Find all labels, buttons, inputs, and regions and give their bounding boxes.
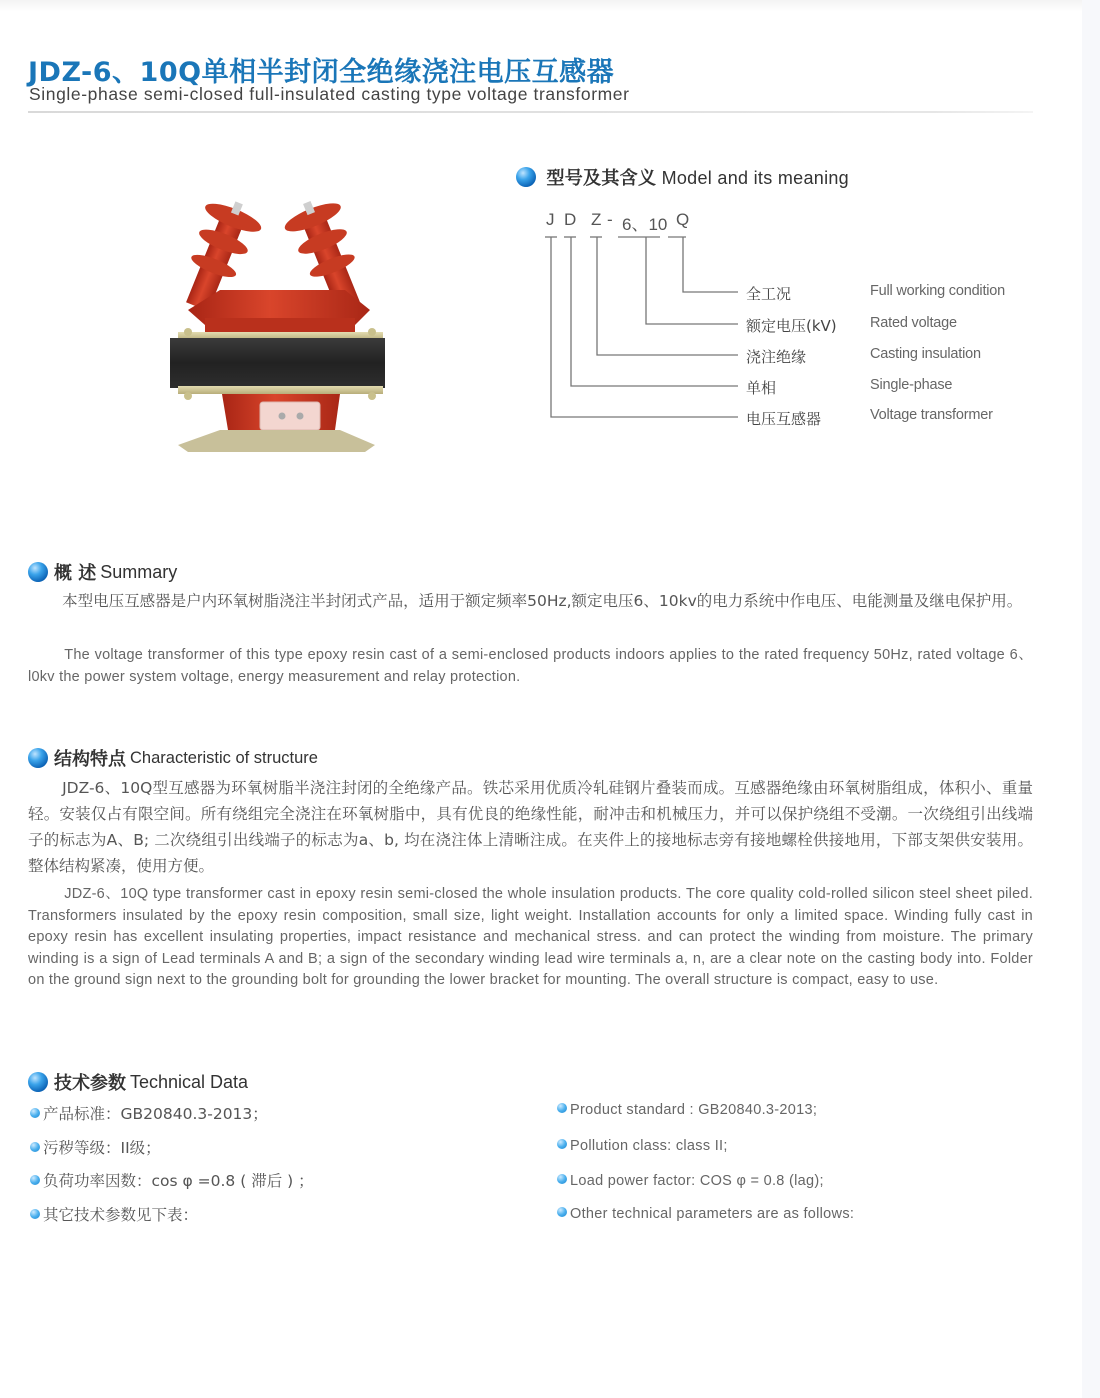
meaning-cn-z: 浇注绝缘 (746, 348, 807, 366)
summary-text-en: The voltage transformer of this type epoxy resin cast of a semi-enclosed products indoors applies to the rated frequency 50Hz, rated voltage 6、l0kv the power system voltage, energy measurement and relay protection. (28, 647, 1033, 685)
model-code-z: Z (591, 210, 602, 229)
summary-text-cn: 本型电压互感器是户内环氧树脂浇注半封闭式产品，适用于额定频率50Hz,额定电压6、10kv的电力系统中作电压、电能测量及继电保护用。 (62, 592, 1023, 610)
dot-bullet-icon (557, 1139, 567, 1149)
top-shadow (0, 0, 1082, 12)
meaning-en-d: Single-phase (870, 377, 953, 393)
tech-item-en-other: Other technical parameters are as follows: (557, 1206, 854, 1222)
technical-heading-en: Technical Data (130, 1071, 249, 1092)
model-heading-cn: 型号及其含义 (546, 168, 657, 189)
blue-ball-bullet-icon (28, 562, 48, 582)
model-bracket-diagram (540, 230, 750, 425)
model-heading (516, 164, 849, 190)
page-subtitle: Single-phase semi-closed full-insulated casting type voltage transformer (29, 84, 630, 104)
dot-bullet-icon (557, 1103, 567, 1113)
model-heading-en: Model and its meaning (661, 168, 849, 188)
meaning-en-q: Full working condition (870, 283, 1006, 299)
tech-item-cn-pollution: 污秽等级：II级； (30, 1136, 161, 1158)
model-code-q: Q (676, 210, 690, 229)
dot-bullet-icon (557, 1174, 567, 1184)
page-title: JDZ-6、10Q单相半封闭全绝缘浇注电压互感器 (28, 57, 615, 88)
meaning-cn-j: 电压互感器 (746, 410, 822, 428)
meaning-cn-q: 全工况 (746, 285, 792, 303)
summary-heading-en: Summary (100, 561, 178, 582)
tech-item-en-standard: Product standard : GB20840.3-2013; (557, 1102, 817, 1118)
model-code-d: D (564, 210, 577, 229)
page-edge (1082, 0, 1100, 1398)
structure-heading-cn: 结构特点 (54, 749, 126, 770)
blue-ball-bullet-icon (28, 1072, 48, 1092)
title-divider (28, 111, 1033, 113)
structure-text-en: JDZ-6、10Q type transformer cast in epoxy resin semi-closed the whole insulation products. The core quality cold-rolled silicon steel sheet piled. Transformers insulated by the epoxy resin composition, small size, light weight. Installation accounts for only a limited space. Winding fully cast in epoxy resin has excellent insulating properties, impact resistance and mechanical stress. and can protect the winding from moisture. The primary winding is a sign of Lead terminals A and B; a sign of the secondary winding lead wire terminals a, n, are a clear note on the casting body into. Folder on the ground sign next to the grounding bolt for grounding the lower bracket for mounting. The overall structure is compact, easy to use. (28, 886, 1033, 988)
model-code-voltage: 6、10 (622, 215, 668, 234)
product-photo (160, 190, 395, 455)
dot-bullet-icon (30, 1209, 40, 1219)
technical-heading (28, 1069, 248, 1095)
tech-item-cn-other: 其它技术参数见下表： (30, 1203, 198, 1225)
tech-item-en-power-factor: Load power factor: COS φ = 0.8 (lag); (557, 1173, 824, 1189)
model-code-j: J (546, 210, 555, 229)
structure-heading (28, 745, 318, 771)
dot-bullet-icon (30, 1142, 40, 1152)
meaning-en-voltage: Rated voltage (870, 315, 957, 331)
meaning-en-z: Casting insulation (870, 346, 981, 362)
model-code-dash: - (607, 210, 613, 229)
blue-ball-bullet-icon (516, 167, 536, 187)
meaning-cn-voltage: 额定电压(kV) (746, 317, 837, 335)
tech-item-en-pollution: Pollution class: class II; (557, 1138, 728, 1154)
structure-text-cn: JDZ-6、10Q型互感器为环氧树脂半浇注封闭的全绝缘产品。铁芯采用优质冷轧硅钢片叠装而成。互感器绝缘由环氧树脂组成，体积小、重量轻。安装仅占有限空间。所有绕组完全浇注在环氧树脂中，具有优良的绝缘性能，耐冲击和机械压力，并可以保护绕组不受潮。一次绕组引出线端子的标志为A、B; 二次绕组引出线端子的标志为a、b, 均在浇注体上清晰注成。在夹件上的接地标志旁有接地螺栓供接地用，下部支架供安装用。整体结构紧凑，使用方便。 (28, 779, 1033, 875)
tech-item-cn-standard: 产品标准：GB20840.3-2013； (30, 1102, 268, 1124)
blue-ball-bullet-icon (28, 748, 48, 768)
meaning-cn-d: 单相 (746, 379, 777, 397)
dot-bullet-icon (30, 1175, 40, 1185)
dot-bullet-icon (557, 1207, 567, 1217)
meaning-en-j: Voltage transformer (870, 407, 993, 423)
dot-bullet-icon (30, 1108, 40, 1118)
summary-heading-cn: 概 述 (54, 563, 97, 584)
technical-heading-cn: 技术参数 (54, 1073, 126, 1094)
summary-heading (28, 559, 177, 585)
structure-heading-en: Characteristic of structure (130, 748, 318, 767)
tech-item-cn-power-factor: 负荷功率因数：cos φ =0.8 ( 滞后 ) ； (30, 1169, 314, 1191)
